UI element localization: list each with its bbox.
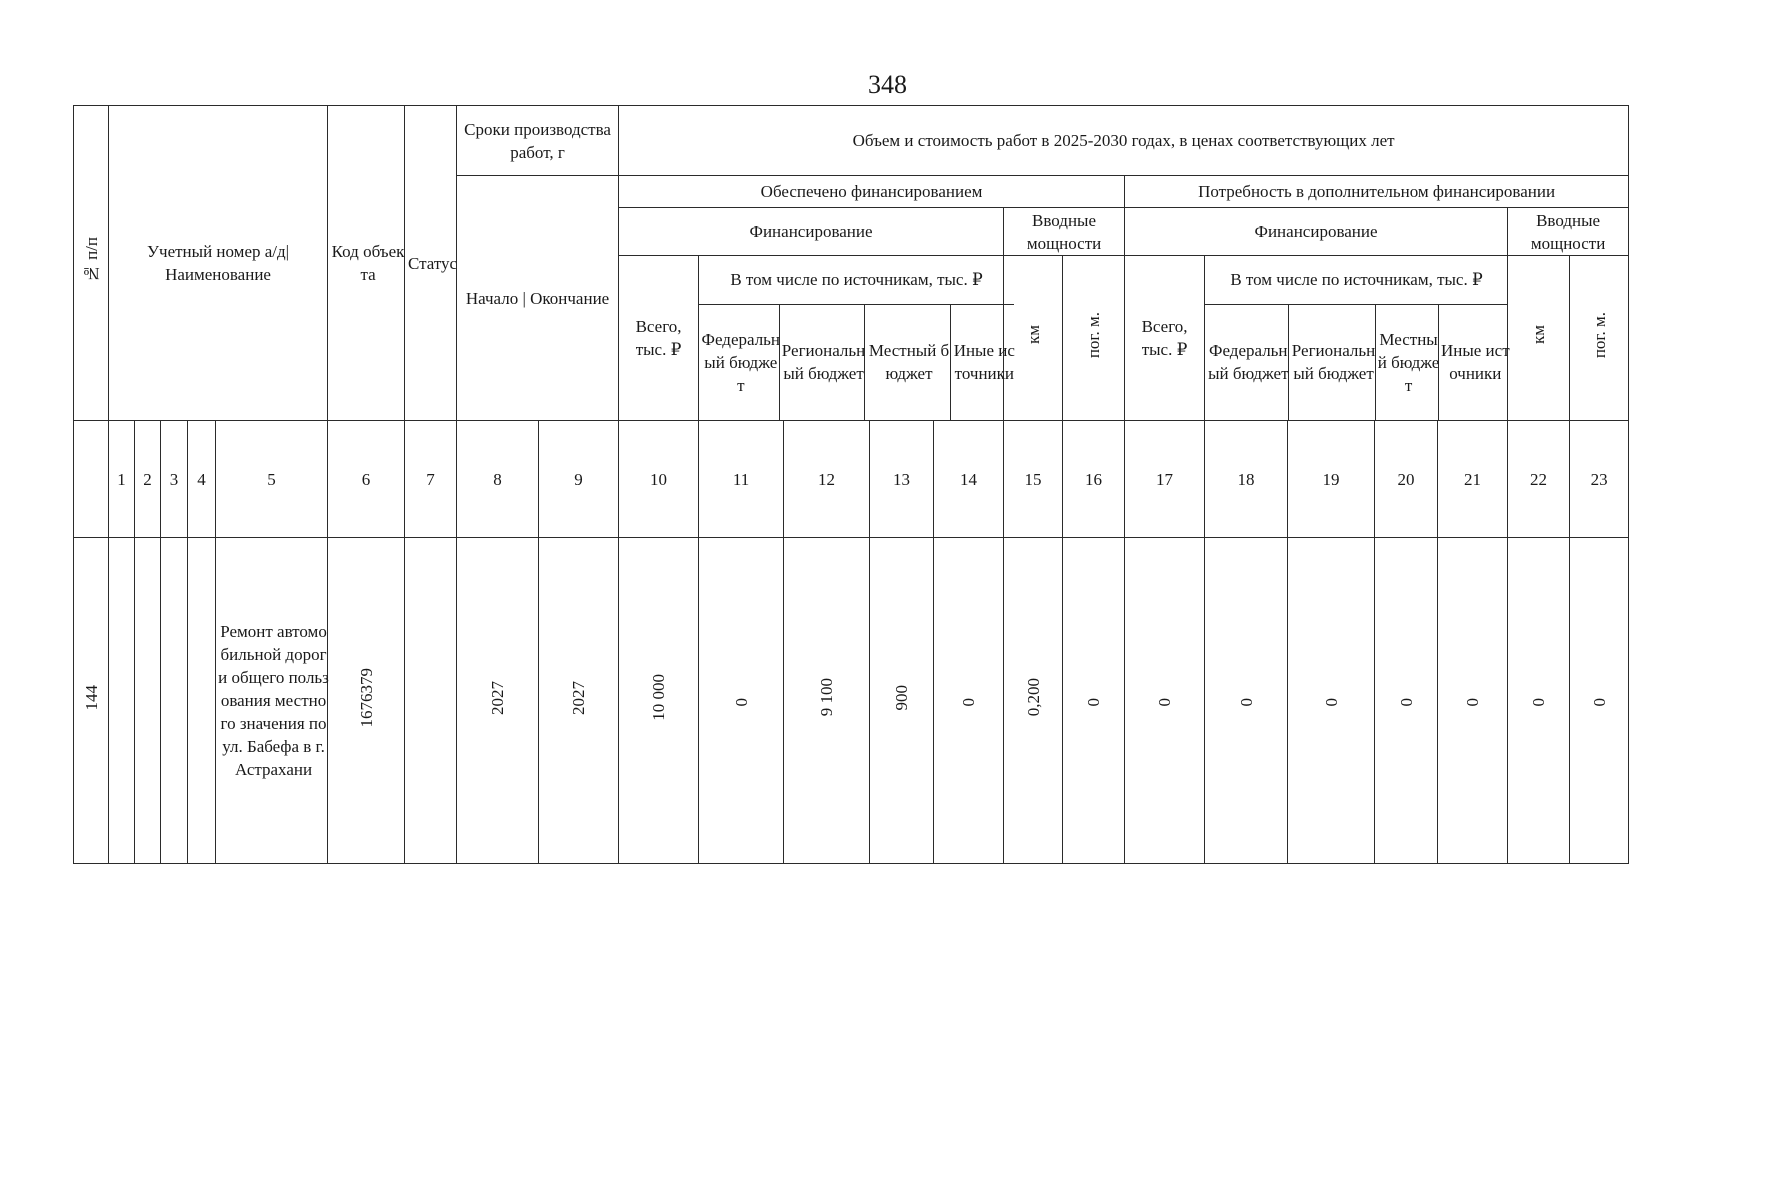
header-financing-provided xyxy=(619,208,1004,256)
header-volume xyxy=(619,106,1629,176)
page-number: 348 xyxy=(868,70,907,99)
column-number-cell: 4 xyxy=(188,421,216,538)
column-number-cell: 12 xyxy=(784,421,870,538)
column-number-cell: 19 xyxy=(1288,421,1375,538)
row-need-total xyxy=(1125,538,1205,864)
header-num xyxy=(74,106,109,421)
header-km-need xyxy=(1508,256,1570,421)
row-status xyxy=(405,538,457,864)
header-total-provided-text: Всего, тыс. ₽ xyxy=(635,317,682,359)
row-start xyxy=(457,538,539,864)
row-regional xyxy=(784,538,870,864)
row-name xyxy=(216,538,328,864)
header-local-need-text: Местный бюджет xyxy=(1377,329,1440,395)
row-other xyxy=(934,538,1004,864)
header-by-sources-need-text: В том числе по источникам, тыс. ₽ xyxy=(1230,270,1483,290)
header-federal-need xyxy=(1205,304,1288,420)
row-need-local xyxy=(1375,538,1438,864)
header-name xyxy=(109,106,328,421)
header-capacity-provided xyxy=(1004,208,1125,256)
header-start-end xyxy=(457,176,619,421)
row-km-text: 0,200 xyxy=(1023,678,1043,717)
header-name-text: Учетный номер а/д| Наименование xyxy=(146,242,290,284)
column-number-cell: 18 xyxy=(1205,421,1288,538)
header-provided-text: Обеспечено финансированием xyxy=(760,182,983,201)
header-start-end-text: Начало | Окончание xyxy=(465,288,610,308)
header-km-need-text: км xyxy=(1529,325,1549,345)
row-name-text: Ремонт автомобильной дороги общего пользования местного значения по ул. Бабефа в г. Астрахани xyxy=(218,622,329,779)
header-total-provided xyxy=(619,256,699,421)
header-capacity-need-text: Вводные мощности xyxy=(1530,210,1606,253)
header-num-text: № п/п xyxy=(81,236,101,284)
row-km xyxy=(1004,538,1063,864)
row-need-regional xyxy=(1288,538,1375,864)
row-need-total-text: 0 xyxy=(1155,697,1175,706)
header-federal-need-text: Федеральный бюджет xyxy=(1208,341,1289,384)
row-federal-text: 0 xyxy=(731,697,751,706)
header-total-need xyxy=(1125,256,1205,421)
column-number-cell: 7 xyxy=(405,421,457,538)
header-financing-need-text: Финансирование xyxy=(1254,222,1378,241)
header-local-need xyxy=(1375,304,1438,420)
column-number-cell: 9 xyxy=(539,421,619,538)
header-row-1 xyxy=(74,106,1629,176)
row-regional-text: 9 100 xyxy=(817,678,837,717)
column-number-cell: 3 xyxy=(161,421,188,538)
row-need-pogm-text: 0 xyxy=(1589,697,1609,706)
column-number-row xyxy=(74,421,1629,538)
header-pogm-provided-text: пог. м. xyxy=(1084,311,1104,359)
sources-need-subtable xyxy=(1205,256,1508,420)
row-other-text: 0 xyxy=(959,697,979,706)
header-financing-provided-text: Финансирование xyxy=(749,222,873,241)
column-number-cell xyxy=(74,421,109,538)
row-need-pogm xyxy=(1570,538,1629,864)
row-local xyxy=(870,538,934,864)
header-provided xyxy=(619,176,1125,208)
row-end-text: 2027 xyxy=(569,680,589,715)
table-row xyxy=(74,538,1629,864)
row-num-text: 144 xyxy=(81,684,101,711)
header-need xyxy=(1125,176,1629,208)
header-by-sources-provided xyxy=(699,256,1014,304)
road-works-table xyxy=(73,105,1629,864)
header-code-text: Код объекта xyxy=(331,242,405,284)
header-local-provided xyxy=(864,304,950,420)
row-c2 xyxy=(135,538,161,864)
row-start-text: 2027 xyxy=(488,680,508,715)
row-need-regional-text: 0 xyxy=(1321,697,1341,706)
row-c1 xyxy=(109,538,135,864)
row-federal xyxy=(699,538,784,864)
column-number-cell: 17 xyxy=(1125,421,1205,538)
row-end xyxy=(539,538,619,864)
row-c3 xyxy=(161,538,188,864)
row-code-text: 1676379 xyxy=(356,667,376,728)
row-total-text: 10 000 xyxy=(649,674,669,721)
header-financing-need xyxy=(1125,208,1508,256)
column-number-cell: 20 xyxy=(1375,421,1438,538)
header-other-need xyxy=(1438,304,1508,420)
column-number-cell: 13 xyxy=(870,421,934,538)
header-sources-provided xyxy=(699,256,1015,421)
row-local-text: 900 xyxy=(892,684,912,711)
header-sources-need xyxy=(1205,256,1508,421)
row-need-federal-text: 0 xyxy=(1236,697,1256,706)
row-pogm xyxy=(1063,538,1125,864)
column-number-cell: 6 xyxy=(328,421,405,538)
column-number-cell: 5 xyxy=(216,421,328,538)
header-by-sources-need xyxy=(1205,256,1508,304)
column-number-cell: 1 xyxy=(109,421,135,538)
column-number-cell: 15 xyxy=(1004,421,1063,538)
header-capacity-provided-text: Вводные мощности xyxy=(1026,210,1102,253)
column-number-cell: 2 xyxy=(135,421,161,538)
row-total xyxy=(619,538,699,864)
column-number-cell: 14 xyxy=(934,421,1004,538)
column-number-cell: 8 xyxy=(457,421,539,538)
header-code xyxy=(328,106,405,421)
row-num xyxy=(74,538,109,864)
header-pogm-need xyxy=(1570,256,1629,421)
header-local-provided-text: Местный бюджет xyxy=(868,341,950,384)
header-regional-provided xyxy=(779,304,864,420)
row-need-local-text: 0 xyxy=(1396,697,1416,706)
header-timing-text: Сроки производства работ, г xyxy=(464,119,611,162)
row-code xyxy=(328,538,405,864)
header-pogm-provided xyxy=(1063,256,1125,421)
row-need-federal xyxy=(1205,538,1288,864)
header-timing xyxy=(457,106,619,176)
header-status xyxy=(405,106,457,421)
column-number-cell: 16 xyxy=(1063,421,1125,538)
row-need-other-text: 0 xyxy=(1463,697,1483,706)
column-number-cell: 10 xyxy=(619,421,699,538)
header-other-need-text: Иные источники xyxy=(1440,341,1510,384)
header-by-sources-provided-text: В том числе по источникам, тыс. ₽ xyxy=(730,270,983,290)
header-pogm-need-text: пог. м. xyxy=(1589,311,1609,359)
sources-provided-subtable xyxy=(699,256,1014,420)
header-regional-provided-text: Региональный бюджет xyxy=(781,341,866,384)
column-number-cell: 23 xyxy=(1570,421,1629,538)
header-regional-need-text: Региональный бюджет xyxy=(1291,341,1376,384)
row-c4 xyxy=(188,538,216,864)
row-pogm-text: 0 xyxy=(1084,697,1104,706)
header-federal-provided-text: Федеральный бюджет xyxy=(701,329,781,395)
column-number-cell: 21 xyxy=(1438,421,1508,538)
row-need-km-text: 0 xyxy=(1529,697,1549,706)
row-need-km xyxy=(1508,538,1570,864)
header-capacity-need xyxy=(1508,208,1629,256)
header-volume-text: Объем и стоимость работ в 2025-2030 годах, в ценах соответствующих лет xyxy=(852,131,1395,150)
header-total-need-text: Всего, тыс. ₽ xyxy=(1141,317,1188,359)
column-number-cell: 11 xyxy=(699,421,784,538)
header-need-text: Потребность в дополнительном финансировании xyxy=(1198,182,1556,201)
column-number-cell: 22 xyxy=(1508,421,1570,538)
header-km-provided-text: км xyxy=(1023,325,1043,345)
header-km-provided xyxy=(1004,256,1063,421)
row-need-other xyxy=(1438,538,1508,864)
header-regional-need xyxy=(1288,304,1375,420)
header-other-provided-text: Иные источники xyxy=(953,341,1015,384)
header-status-text: Статус xyxy=(407,253,458,273)
header-federal-provided xyxy=(699,304,779,420)
